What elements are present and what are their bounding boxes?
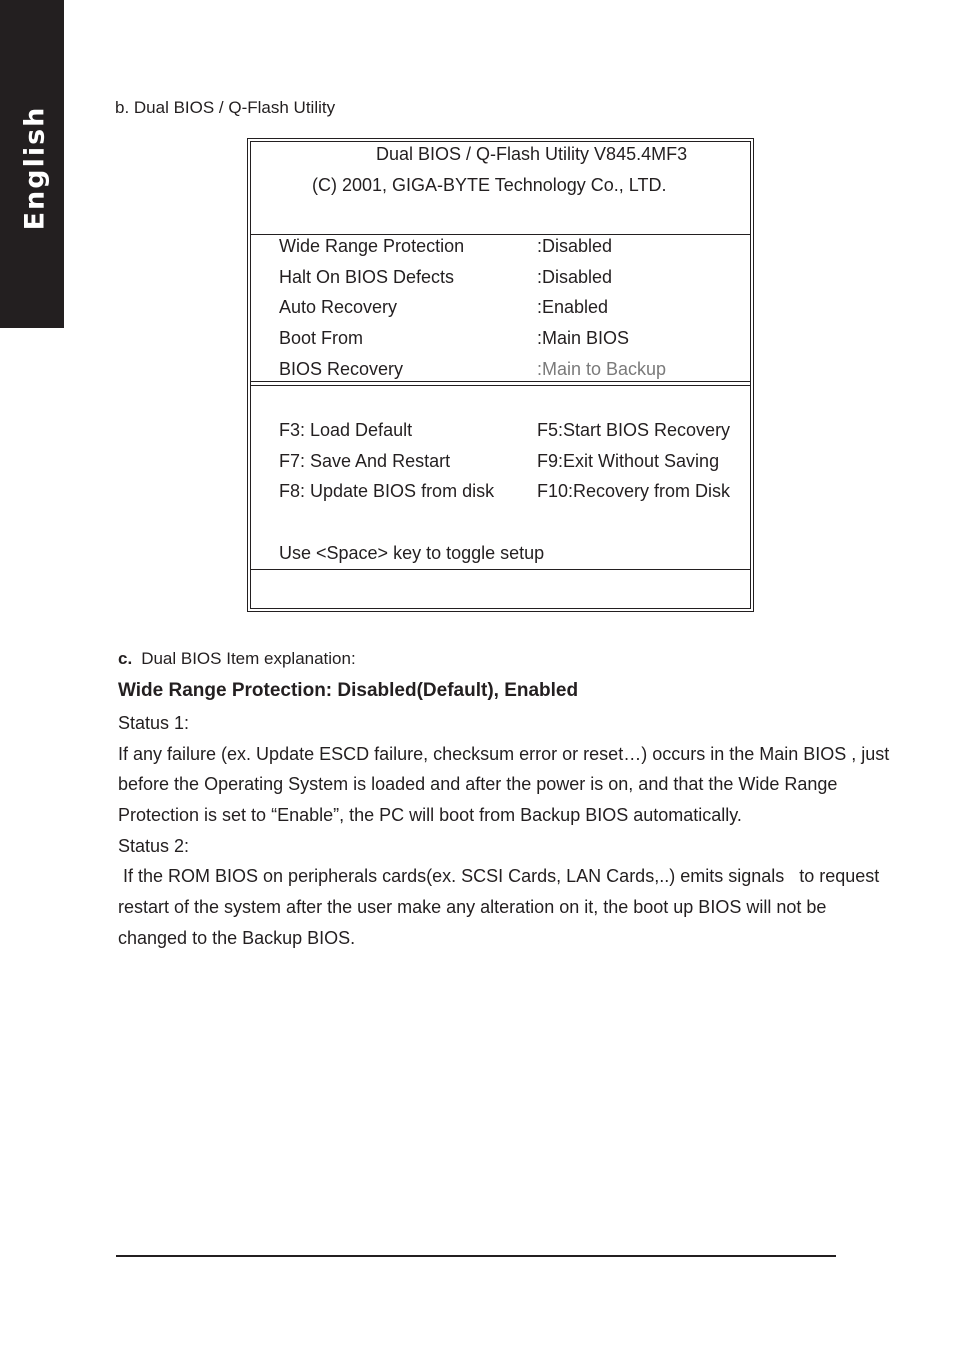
setting-label-auto-recovery: Auto Recovery bbox=[279, 297, 398, 317]
body-line: restart of the system after the user make any alteration on it, the boot up BIOS will not be bbox=[118, 897, 827, 917]
bios-divider-settings-b bbox=[250, 385, 750, 386]
setting-value-bios-recovery: :Main to Backup bbox=[537, 359, 667, 379]
body-line: Protection is set to “Enable”, the PC will boot from Backup BIOS automatically. bbox=[118, 805, 742, 825]
key-f9-exit-without-saving: F9:Exit Without Saving bbox=[537, 451, 720, 471]
bios-copyright: (C) 2001, GIGA-BYTE Technology Co., LTD. bbox=[312, 175, 667, 195]
body-line: before the Operating System is loaded and after the power is on, and that the Wide Range bbox=[118, 774, 838, 794]
footer-rule bbox=[116, 1255, 836, 1257]
section-c-title bbox=[118, 649, 356, 669]
setting-value-auto-recovery[interactable]: :Enabled bbox=[537, 297, 609, 317]
setting-label-bios-recovery: BIOS Recovery bbox=[279, 359, 404, 379]
key-f7-save-and-restart: F7: Save And Restart bbox=[279, 451, 451, 471]
bios-toggle-hint: Use <Space> key to toggle setup bbox=[279, 543, 545, 563]
bios-title: Dual BIOS / Q-Flash Utility V845.4MF3 bbox=[376, 144, 688, 164]
key-f3-load-default: F3: Load Default bbox=[279, 420, 413, 440]
key-f10-recovery-from-disk: F10:Recovery from Disk bbox=[537, 481, 731, 501]
body-line: changed to the Backup BIOS. bbox=[118, 928, 356, 948]
language-tab-label: English bbox=[19, 105, 51, 231]
body-line: If the ROM BIOS on peripherals cards(ex. SCSI Cards, LAN Cards,..) emits signals to request bbox=[118, 866, 880, 886]
item-heading-wide-range-protection: Wide Range Protection: Disabled(Default), Enabled bbox=[118, 680, 579, 701]
key-f8-update-bios-from-disk: F8: Update BIOS from disk bbox=[279, 481, 495, 501]
key-f5-start-bios-recovery: F5:Start BIOS Recovery bbox=[537, 420, 731, 440]
setting-value-wide-range-protection[interactable]: :Disabled bbox=[537, 236, 613, 256]
bios-divider-footer bbox=[250, 569, 750, 570]
language-tab bbox=[0, 0, 64, 328]
section-c-label: Dual BIOS Item explanation: bbox=[141, 649, 356, 668]
section-b-title: b. Dual BIOS / Q-Flash Utility bbox=[115, 98, 336, 117]
body-line: If any failure (ex. Update ESCD failure, checksum error or reset…) occurs in the Main BIOS , just bbox=[118, 744, 890, 764]
body-line: Status 1: bbox=[118, 713, 190, 733]
setting-label-wide-range-protection: Wide Range Protection bbox=[279, 236, 465, 256]
body-line: Status 2: bbox=[118, 836, 190, 856]
bios-divider-settings-a bbox=[250, 381, 750, 382]
section-c-marker: c. bbox=[118, 649, 133, 668]
setting-label-halt-on-bios-defects: Halt On BIOS Defects bbox=[279, 267, 455, 287]
setting-label-boot-from: Boot From bbox=[279, 328, 364, 348]
setting-value-halt-on-bios-defects[interactable]: :Disabled bbox=[537, 267, 613, 287]
setting-value-boot-from[interactable]: :Main BIOS bbox=[537, 328, 630, 348]
